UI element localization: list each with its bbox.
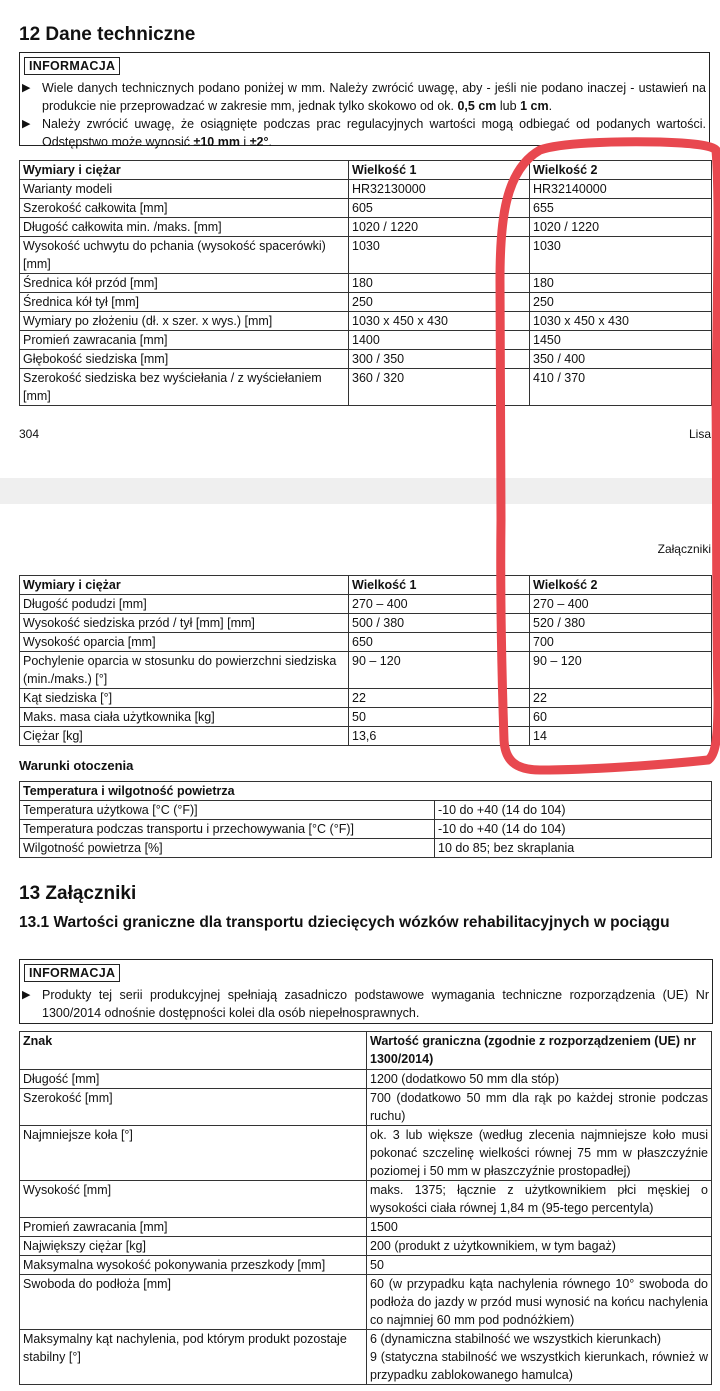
table-row: Swoboda do podłoża [mm] 60 (w przypadku kąta nachylenia równego 10° swoboda do podłoża do jazdy w przód musi wynosić na końcu nachylenia co najmniej 60 mm pod podnóżkiem) — [20, 1275, 712, 1330]
table-row: Wymiary po złożeniu (dł. x szer. x wys.) [mm] 1030 x 450 x 430 1030 x 450 x 430 — [20, 312, 712, 331]
dimensions-table-2 — [19, 575, 712, 746]
info-label: INFORMACJA — [24, 964, 120, 982]
bullet-triangle-icon: ▶ — [22, 82, 31, 94]
table-row: Promień zawracania [mm] 1400 1450 — [20, 331, 712, 350]
info-box — [19, 52, 710, 149]
table-row: Największy ciężar [kg] 200 (produkt z użytkownikiem, w tym bagaż) — [20, 1237, 712, 1256]
section-12-title: 12 Dane techniczne — [19, 24, 196, 45]
table-header: Wielkość 2 — [530, 576, 712, 595]
table-row: Temperatura użytkowa [°C (°F)] -10 do +40 (14 do 104) — [20, 801, 712, 820]
page-number: 304 — [19, 427, 40, 441]
table-row: Maks. masa ciała użytkownika [kg] 50 60 — [20, 708, 712, 727]
table-row: Długość [mm] 1200 (dodatkowo 50 mm dla stóp) — [20, 1070, 712, 1089]
table-row: Promień zawracania [mm] 1500 — [20, 1218, 712, 1237]
table-header-row — [20, 782, 712, 801]
bullet-triangle-icon: ▶ — [22, 118, 31, 130]
product-name: Lisa — [688, 427, 711, 441]
dimensions-table-1 — [19, 160, 712, 406]
page-gap — [0, 478, 720, 504]
table-row: Warianty modeli HR32130000 HR32140000 — [20, 180, 712, 199]
table-header: Wielkość 1 — [349, 161, 530, 180]
page-header-right: Załączniki — [657, 542, 711, 556]
table-row: Ciężar [kg] 13,6 14 — [20, 727, 712, 746]
table-header: Wielkość 2 — [530, 161, 712, 180]
table-header-row — [20, 576, 712, 595]
table-row: Głębokość siedziska [mm] 300 / 350 350 / 400 — [20, 350, 712, 369]
table-row: Szerokość całkowita [mm] 605 655 — [20, 199, 712, 218]
table-header: Temperatura i wilgotność powietrza — [20, 782, 712, 801]
table-header-row — [20, 1032, 712, 1070]
table-header: Wielkość 1 — [349, 576, 530, 595]
table-row: Temperatura podczas transportu i przechowywania [°C (°F)] -10 do +40 (14 do 104) — [20, 820, 712, 839]
table-row: Najmniejsze koła [°] ok. 3 lub większe (według zlecenia najmniejsze koło musi pokonać szczelinę wielkości równej 75 mm w płaszczyźnie poziomej i 50 mm w płaszczyźnie prostopadłej) — [20, 1126, 712, 1181]
table-header: Wartość graniczna (zgodnie z rozporządzeniem (UE) nr 1300/2014) — [367, 1032, 712, 1070]
table-row: Długość całkowita min. /maks. [mm] 1020 / 1220 1020 / 1220 — [20, 218, 712, 237]
section-13-1-title: 13.1 Wartości graniczne dla transportu dziecięcych wózków rehabilitacyjnych w pociągu — [19, 914, 670, 931]
table-row: Maksymalna wysokość pokonywania przeszkody [mm] 50 — [20, 1256, 712, 1275]
info-label: INFORMACJA — [24, 57, 120, 75]
table-row: Kąt siedziska [°] 22 22 — [20, 689, 712, 708]
table-header-row — [20, 161, 712, 180]
table-row: Maksymalny kąt nachylenia, pod którym produkt pozostaje stabilny [°] 6 (dynamiczna stabilność we wszystkich kierunkach) 9 (statyczna stabilność we wszystkich kierunkach, również w przypadku zablokowanego hamulca) — [20, 1330, 712, 1385]
limits-table — [19, 1031, 712, 1385]
info-bullet-1: ▶ Wiele danych technicznych podano poniżej w mm. Należy zwrócić uwagę, aby - jeśli nie podano inaczej - ustawień na produkcie nie przeprowadzać w zakresie mm, jednak tylko skokowo od ok. 0,5 cm lub 1 cm. — [22, 81, 706, 113]
environment-table — [19, 781, 712, 858]
table-row: Szerokość siedziska bez wyściełania / z wyściełaniem [mm] 360 / 320 410 / 370 — [20, 369, 712, 406]
table-row: Wysokość [mm] maks. 1375; łącznie z użytkownikiem płci męskiej o wysokości ciała równej 1,84 m (95-tego percentyla) — [20, 1181, 712, 1218]
section-13-title: 13 Załączniki — [19, 883, 137, 904]
table-header: Wymiary i ciężar — [20, 161, 349, 180]
table-header: Znak — [20, 1032, 367, 1070]
table-header: Wymiary i ciężar — [20, 576, 349, 595]
table-row: Pochylenie oparcia w stosunku do powierzchni siedziska (min./maks.) [°] 90 – 120 90 – 120 — [20, 652, 712, 689]
page-attachments — [0, 504, 720, 1391]
bullet-triangle-icon: ▶ — [22, 989, 31, 1001]
page-304 — [0, 0, 720, 478]
info-bullet-2: ▶ Należy zwrócić uwagę, że osiągnięte podczas prac regulacyjnych wartości mogą odbiegać od podanych wartości. Odstępstwo może wynosić ±10 mm i ±2°. — [22, 117, 706, 149]
table-row: Wysokość uchwytu do pchania (wysokość spacerówki) [mm] 1030 1030 — [20, 237, 712, 274]
environment-title: Warunki otoczenia — [19, 758, 134, 773]
table-row: Szerokość [mm] 700 (dodatkowo 50 mm dla rąk po każdej stronie podczas ruchu) — [20, 1089, 712, 1126]
table-row: Wilgotność powietrza [%] 10 do 85; bez skraplania — [20, 839, 712, 858]
table-row: Długość podudzi [mm] 270 – 400 270 – 400 — [20, 595, 712, 614]
info-bullet: ▶ Produkty tej serii produkcyjnej spełniają zasadniczo podstawowe wymagania techniczne rozporządzenia (UE) Nr 1300/2014 odnośnie dostępności kolei dla osób niepełnosprawnych. — [22, 988, 709, 1020]
table-row: Średnica kół przód [mm] 180 180 — [20, 274, 712, 293]
table-row: Wysokość siedziska przód / tył [mm] [mm] 500 / 380 520 / 380 — [20, 614, 712, 633]
table-row: Średnica kół tył [mm] 250 250 — [20, 293, 712, 312]
info-box — [19, 959, 713, 1024]
table-row: Wysokość oparcia [mm] 650 700 — [20, 633, 712, 652]
